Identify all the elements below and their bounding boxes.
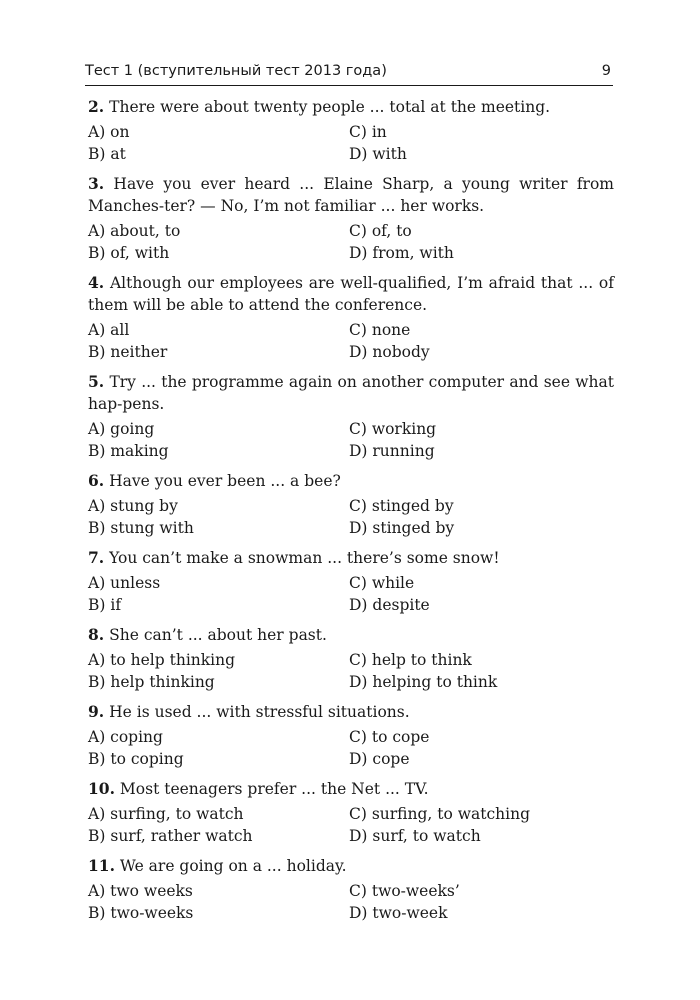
answer-options: [88, 122, 614, 165]
question-number: 4.: [88, 273, 105, 292]
option-a: A) all: [88, 321, 130, 339]
option-b: B) surf, rather watch: [88, 826, 253, 845]
option-d: D) stinged by: [349, 518, 455, 537]
question-body: We are going on a ... holiday.: [119, 857, 347, 875]
page-header: [85, 63, 613, 86]
option-c: C) none: [349, 321, 411, 339]
option-d: D) running: [349, 441, 435, 460]
question-body: She can’t ... about her past.: [109, 626, 327, 644]
question-5: [88, 371, 614, 462]
option-a: A) going: [88, 420, 155, 438]
answer-options: [88, 804, 614, 847]
answer-options: [88, 221, 614, 264]
option-b: B) if: [88, 595, 122, 614]
question-body: Try ... the programme again on another computer and see what hap-pens.: [88, 373, 614, 413]
question-3: [88, 173, 614, 264]
question-text: [88, 470, 614, 492]
option-d: D) nobody: [349, 342, 430, 361]
question-text: [88, 96, 614, 118]
question-number: 7.: [88, 548, 105, 567]
header-title: Тест 1 (вступительный тест 2013 года): [85, 63, 387, 79]
question-text: [88, 173, 614, 217]
option-a: A) to help thinking: [88, 651, 236, 669]
option-d: D) despite: [349, 595, 430, 614]
question-text: [88, 701, 614, 723]
option-c: C) surfing, to watching: [349, 805, 531, 823]
question-number: 8.: [88, 625, 105, 644]
question-text: [88, 272, 614, 316]
answer-options: [88, 496, 614, 539]
question-body: There were about twenty people ... total at the meeting.: [109, 98, 551, 116]
option-a: A) stung by: [88, 497, 178, 515]
question-7: [88, 547, 614, 616]
question-body: Although our employees are well-qualified, I’m afraid that ... of them will be able to attend the conference.: [88, 274, 614, 314]
question-body: You can’t make a snowman ... there’s some snow!: [109, 549, 500, 567]
question-11: [88, 855, 614, 924]
option-b: B) two-weeks: [88, 903, 194, 922]
question-6: [88, 470, 614, 539]
option-c: C) in: [349, 123, 387, 141]
option-d: D) helping to think: [349, 672, 498, 691]
option-d: D) with: [349, 144, 407, 163]
question-8: [88, 624, 614, 693]
option-c: C) while: [349, 574, 415, 592]
question-number: 6.: [88, 471, 105, 490]
question-body: Most teenagers prefer ... the Net ... TV.: [119, 780, 429, 798]
option-a: A) unless: [88, 574, 161, 592]
question-text: [88, 371, 614, 415]
option-a: A) on: [88, 123, 130, 141]
question-number: 2.: [88, 97, 105, 116]
option-c: C) help to think: [349, 651, 472, 669]
answer-options: [88, 573, 614, 616]
question-2: [88, 96, 614, 165]
question-text: [88, 855, 614, 877]
option-b: B) neither: [88, 342, 168, 361]
option-a: A) surfing, to watch: [88, 805, 244, 823]
answer-options: [88, 727, 614, 770]
question-body: Have you ever heard ... Elaine Sharp, a young writer from Manches-ter? — No, I’m not familiar ... her works.: [88, 175, 614, 215]
option-b: B) to coping: [88, 749, 184, 768]
option-d: D) two-week: [349, 903, 448, 922]
page-number: 9: [601, 63, 611, 79]
option-d: D) cope: [349, 749, 410, 768]
question-number: 10.: [88, 779, 115, 798]
question-list: [88, 96, 614, 932]
question-body: He is used ... with stressful situations.: [109, 703, 410, 721]
option-c: C) two-weeks’: [349, 882, 460, 900]
answer-options: [88, 650, 614, 693]
question-text: [88, 778, 614, 800]
question-number: 9.: [88, 702, 105, 721]
question-4: [88, 272, 614, 363]
option-a: A) coping: [88, 728, 163, 746]
option-a: A) about, to: [88, 222, 181, 240]
option-c: C) stinged by: [349, 497, 454, 515]
option-b: B) of, with: [88, 243, 170, 262]
question-number: 3.: [88, 174, 105, 193]
option-b: B) help thinking: [88, 672, 215, 691]
question-body: Have you ever been ... a bee?: [109, 472, 341, 490]
option-c: C) working: [349, 420, 437, 438]
option-d: D) surf, to watch: [349, 826, 481, 845]
question-text: [88, 624, 614, 646]
option-b: B) making: [88, 441, 169, 460]
option-a: A) two weeks: [88, 882, 193, 900]
answer-options: [88, 881, 614, 924]
option-c: C) of, to: [349, 222, 412, 240]
question-text: [88, 547, 614, 569]
option-c: C) to cope: [349, 728, 430, 746]
answer-options: [88, 419, 614, 462]
option-b: B) stung with: [88, 518, 194, 537]
question-number: 11.: [88, 856, 115, 875]
question-10: [88, 778, 614, 847]
answer-options: [88, 320, 614, 363]
question-number: 5.: [88, 372, 105, 391]
option-b: B) at: [88, 144, 126, 163]
question-9: [88, 701, 614, 770]
option-d: D) from, with: [349, 243, 454, 262]
